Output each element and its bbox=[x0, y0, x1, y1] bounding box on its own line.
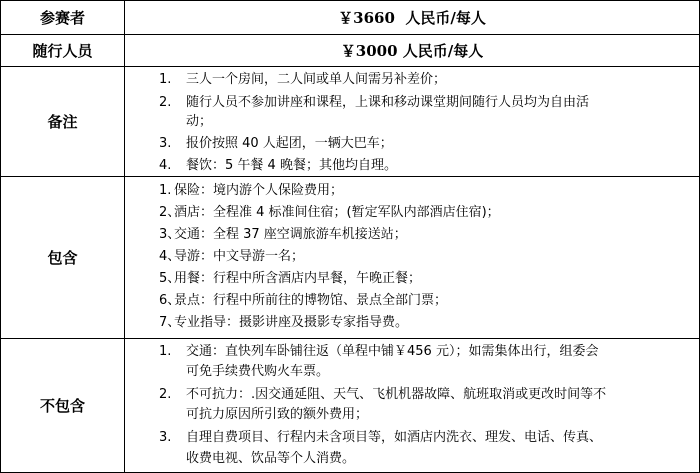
notes-label: 备注 bbox=[1, 67, 125, 176]
participant-label: 参赛者 bbox=[1, 1, 125, 34]
notes-item-number: 2. bbox=[159, 95, 172, 110]
companion-price-value: ￥3000 人民币/每人 bbox=[340, 42, 484, 60]
notes-item-number: 4. bbox=[159, 158, 172, 173]
includes-item-number: 4、 bbox=[159, 249, 181, 264]
notes-item-text: 随行人员不参加讲座和课程，上课和移动课堂期间随行人员均为自由活 bbox=[186, 95, 590, 110]
includes-item-number: 1. bbox=[159, 183, 172, 198]
includes-item-text: 交通：全程 37 座空调旅游车机接送站； bbox=[174, 227, 407, 242]
notes-item-number: 1. bbox=[159, 72, 172, 87]
includes-item-number: 2、 bbox=[159, 205, 181, 220]
notes-item-text: 动； bbox=[186, 114, 213, 129]
excludes-item-text: 可抗力原因所引致的额外费用； bbox=[186, 407, 369, 422]
includes-label: 包含 bbox=[1, 177, 125, 338]
excludes-item-text: 不可抗力：.因交通延阻、天气、飞机机器故障、航班取消或更改时间等不 bbox=[186, 387, 607, 402]
includes-item-number: 7、 bbox=[159, 315, 181, 330]
participant-price-value: ￥3660 人民币/每人 bbox=[338, 9, 486, 27]
excludes-item-text: 收费电视、饮品等个人消费。 bbox=[186, 451, 356, 466]
excludes-item-number: 2. bbox=[159, 387, 172, 402]
includes-item-number: 5、 bbox=[159, 271, 181, 286]
notes-row bbox=[1, 67, 699, 177]
notes-item-text: 餐饮：5 午餐 4 晚餐；其他均自理。 bbox=[186, 158, 397, 173]
excludes-row bbox=[1, 339, 699, 472]
includes-item-text: 酒店：全程准 4 标准间住宿；(暂定军队内部酒店住宿)； bbox=[174, 205, 500, 220]
includes-item-number: 6、 bbox=[159, 293, 181, 308]
excludes-item-number: 3. bbox=[159, 430, 172, 445]
participant-price bbox=[125, 1, 699, 34]
excludes-item-text: 自理自费项目、行程内未含项目等，如酒店内洗衣、理发、电话、传真、 bbox=[186, 430, 603, 445]
includes-item-text: 用餐：行程中所含酒店内早餐，午晚正餐； bbox=[174, 271, 422, 286]
excludes-list bbox=[125, 339, 699, 472]
notes-item-text: 报价按照 40 人起团，一辆大巴车； bbox=[186, 136, 393, 151]
includes-item-text: 专业指导：摄影讲座及摄影专家指导费。 bbox=[174, 315, 409, 330]
notes-item-text: 三人一个房间，二人间或单人间需另补差价； bbox=[186, 72, 447, 87]
includes-row bbox=[1, 177, 699, 339]
includes-list bbox=[125, 177, 699, 338]
companion-label: 随行人员 bbox=[1, 35, 125, 66]
notes-item-number: 3. bbox=[159, 136, 172, 151]
excludes-label: 不包含 bbox=[1, 339, 125, 472]
includes-item-number: 3、 bbox=[159, 227, 181, 242]
includes-item-text: 保险：境内游个人保险费用； bbox=[174, 183, 344, 198]
participant-price-row bbox=[1, 1, 699, 35]
notes-list bbox=[125, 67, 699, 176]
companion-price-row bbox=[1, 35, 699, 67]
excludes-item-number: 1. bbox=[159, 344, 172, 359]
excludes-item-text: 可免手续费代购火车票。 bbox=[186, 364, 330, 379]
companion-price bbox=[125, 35, 699, 66]
includes-item-text: 导游：中文导游一名； bbox=[174, 249, 305, 264]
excludes-item-text: 交通：直快列车卧铺往返（单程中铺￥456 元）；如需集体出行，组委会 bbox=[186, 344, 599, 359]
includes-item-text: 景点：行程中所前往的博物馆、景点全部门票； bbox=[174, 293, 448, 308]
